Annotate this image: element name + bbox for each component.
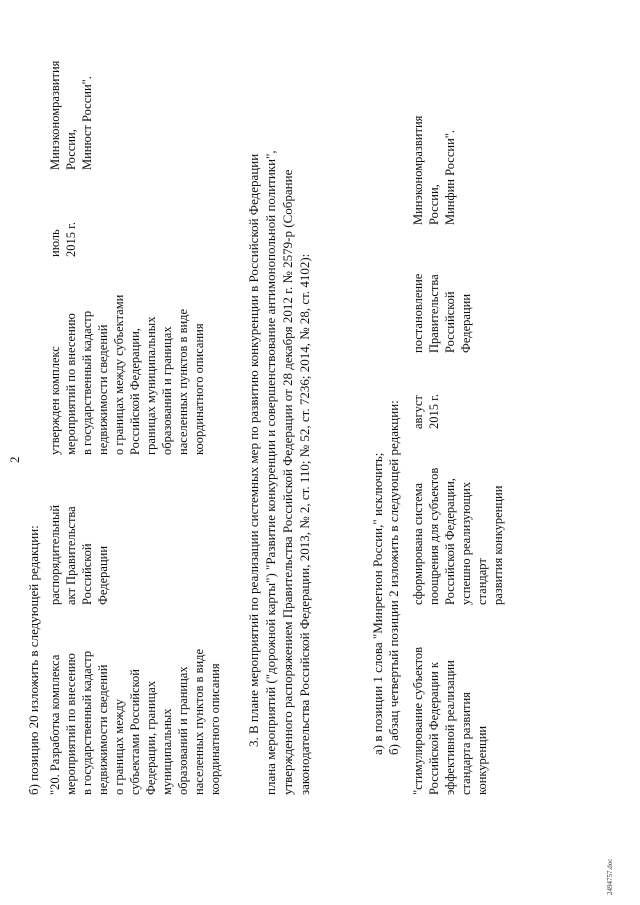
item-b: б) абзац четвертый позиции 2 изложить в следующей редакции:	[386, 400, 401, 755]
table-2-deadline: август 2015 г.	[411, 394, 441, 429]
paragraph-3-line: законодательства Российской Федерации, 2013, № 2, ст. 110; № 52, ст. 7236; 2014, № 28, ст. 4102):	[297, 253, 312, 795]
paragraph-3-line: плана мероприятий ("дорожной карты") "Развитие конкуренции и совершенствование антимонопольной политики",	[263, 150, 278, 795]
file-name-footer: 2494757.doc	[606, 858, 614, 895]
table-2-position-name: "стимулирование субъектов Российской Федерации к эффективной реализации стандарта развития конкуренции	[411, 646, 489, 795]
table-1-position-name: "20. Разработка комплекса мероприятий по внесению в государственный кадастр недвижимости сведений о границах между субъектами Российской Федерации, границах муниципальных образований и границах населенных пунктов в виде координатного описания	[48, 648, 222, 795]
table-1-result: утвержден комплекс мероприятий по внесению в государственный кадастр недвижимости сведений о границах между субъектами Российской Федерации, границах муниципальных образований и границах населенных пунктов в виде координатного описания	[48, 294, 206, 455]
item-a: а) в позиции 1 слова "Минрегион России," исключить;	[370, 452, 385, 755]
table-1-responsible: Минэкономразвития России, Минюст России".	[48, 60, 94, 170]
intro-line: б) позицию 20 изложить в следующей редакции:	[26, 525, 41, 795]
table-2-responsible: Минэкономразвития России, Минфин России".	[411, 115, 457, 225]
table-1-document-type: распорядительный акт Правительства Российской Федерации	[48, 504, 110, 605]
table-2-result: сформирована система поощрения для субъектов Российской Федерации, успешно реализующих стандарт развития конкуренции	[411, 467, 505, 605]
table-1-deadline: июль 2015 г.	[48, 222, 78, 257]
page-number: 2	[7, 456, 22, 463]
table-2-document-type: постановление Правительства Российской Федерации	[411, 273, 473, 353]
paragraph-3-line: утвержденного распоряжением Правительства Российской Федерации от 28 декабря 2012 г. № 2579-р (Собрание	[280, 169, 295, 795]
paragraph-3-line: 3. В плане мероприятий по реализации системных мер по развитию конкуренции в Российской Федерации	[246, 153, 261, 747]
paragraph-3	[245, 25, 313, 795]
